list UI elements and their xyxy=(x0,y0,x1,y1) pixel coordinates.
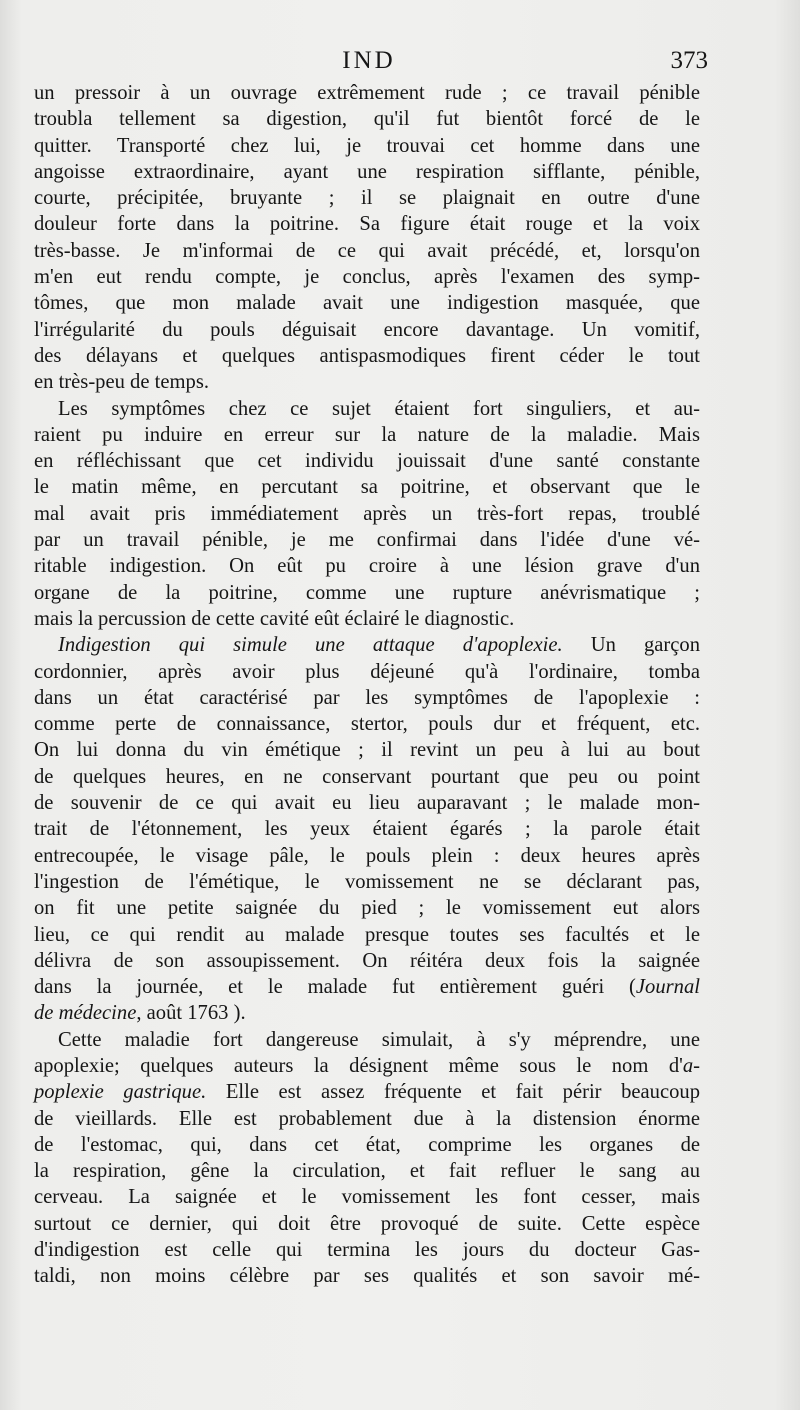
line-text: l'ingestion de l'émétique, le vomissement ne se déclarant pas, xyxy=(34,870,700,893)
text-line xyxy=(34,1106,700,1132)
line-text: angoisse extraordinaire, ayant une respiration sifflante, pénible, xyxy=(34,160,700,183)
line-text: organe de la poitrine, comme une rupture anévrismatique ; xyxy=(34,581,700,604)
line-text: comme perte de connaissance, stertor, pouls dur et fréquent, etc. xyxy=(34,713,700,736)
text-line xyxy=(34,790,700,816)
italic-text: poplexie gastrique. xyxy=(34,1081,207,1104)
text-line xyxy=(34,922,700,948)
line-text: mais la percussion de cette cavité eût éclairé le diagnostic. xyxy=(34,607,515,630)
line-text: des délayans et quelques antispasmodiques firent céder le tout xyxy=(34,344,700,367)
line-text: dans la journée, et le malade fut entièrement guéri ( xyxy=(34,976,636,999)
line-text: la respiration, gêne la circulation, et fait refluer le sang au xyxy=(34,1160,700,1183)
line-text: trait de l'étonnement, les yeux étaient égarés ; la parole était xyxy=(34,818,700,841)
text-line xyxy=(34,711,700,737)
text-line xyxy=(34,580,700,606)
text-line xyxy=(34,1132,700,1158)
text-line xyxy=(34,553,700,579)
text-line xyxy=(34,422,700,448)
line-text: On lui donna du vin émétique ; il revint un peu à lui au bout xyxy=(34,739,700,762)
line-text: troubla tellement sa digestion, qu'il fut bientôt forcé de le xyxy=(34,108,700,131)
line-text: Cette maladie fort dangereuse simulait, à s'y méprendre, une xyxy=(58,1028,700,1051)
text-line xyxy=(34,159,700,185)
italic-text: a- xyxy=(682,1054,700,1077)
line-text: en très-peu de temps. xyxy=(34,371,209,394)
line-text: un pressoir à un ouvrage extrêmement rude ; ce travail pénible xyxy=(34,82,700,104)
line-text: dans un état caractérisé par les symptômes de l'apoplexie : xyxy=(34,686,700,709)
line-text: de quelques heures, en ne conservant pourtant que peu ou point xyxy=(34,765,700,788)
text-line xyxy=(34,1158,700,1184)
line-text: lieu, ce qui rendit au malade presque toutes ses facultés et le xyxy=(34,923,700,946)
text-line xyxy=(34,1237,700,1263)
text-line xyxy=(34,685,700,711)
line-text: ritable indigestion. On eût pu croire à une lésion grave d'un xyxy=(34,555,700,578)
line-text: de vieillards. Elle est probablement due à la distension énorme xyxy=(34,1107,700,1130)
line-text: quitter. Transporté chez lui, je trouvai cet homme dans une xyxy=(34,134,700,157)
line-text: on fit une petite saignée du pied ; le vomissement eut alors xyxy=(34,897,700,920)
line-text: Elle est assez fréquente et fait périr beaucoup xyxy=(206,1081,700,1104)
text-line xyxy=(34,185,700,211)
text-line xyxy=(34,895,700,921)
text-line xyxy=(34,1079,700,1105)
text-line xyxy=(34,106,700,132)
text-line xyxy=(34,1053,700,1079)
text-line xyxy=(34,764,700,790)
line-text: par un travail pénible, je me confirmai dans l'idée d'une vé- xyxy=(34,529,700,552)
line-text: apoplexie; quelques auteurs la désignent même sous le nom d' xyxy=(34,1054,683,1077)
line-text: , août 1763 ). xyxy=(136,1002,246,1025)
text-line xyxy=(34,843,700,869)
text-line xyxy=(34,264,700,290)
text-line xyxy=(34,527,700,553)
line-text: d'indigestion est celle qui termina les jours du docteur Gas- xyxy=(34,1239,700,1262)
text-line xyxy=(34,396,700,422)
text-line xyxy=(34,1027,700,1053)
text-line xyxy=(34,474,700,500)
text-line xyxy=(34,133,700,159)
line-text: mal avait pris immédiatement après un très-fort repas, troublé xyxy=(34,502,700,525)
text-line xyxy=(34,974,700,1000)
line-text: surtout ce dernier, qui doit être provoqué de suite. Cette espèce xyxy=(34,1212,700,1235)
text-line xyxy=(34,1263,700,1289)
italic-text: Journal xyxy=(635,976,700,999)
line-text: de l'estomac, qui, dans cet état, comprime les organes de xyxy=(34,1133,700,1156)
line-text: délivra de son assoupissement. On réitéra deux fois la saignée xyxy=(34,949,700,972)
line-text: en réfléchissant que cet individu jouissait d'une santé constante xyxy=(34,450,700,473)
line-text: cordonnier, après avoir plus déjeuné qu'à l'ordinaire, tomba xyxy=(34,660,700,683)
line-text: Les symptômes chez ce sujet étaient fort singuliers, et au- xyxy=(58,397,700,420)
line-text: raient pu induire en erreur sur la nature de la maladie. Mais xyxy=(34,423,700,446)
line-text: le matin même, en percutant sa poitrine, et observant que le xyxy=(34,476,700,499)
text-line xyxy=(34,80,700,106)
text-line xyxy=(34,632,700,658)
text-line xyxy=(34,816,700,842)
line-text: douleur forte dans la poitrine. Sa figure était rouge et la voix xyxy=(34,213,700,236)
italic-text: Indigestion qui simule une attaque d'apoplexie. xyxy=(58,634,563,657)
line-text: l'irrégularité du pouls déguisait encore davantage. Un vomitif, xyxy=(34,318,700,341)
text-line xyxy=(34,501,700,527)
line-text: très-basse. Je m'informai de ce qui avait précédé, et, lorsqu'on xyxy=(34,239,700,262)
line-text: Un garçon xyxy=(562,634,700,657)
text-line xyxy=(34,343,700,369)
text-line xyxy=(34,448,700,474)
line-text: tômes, que mon malade avait une indigestion masquée, que xyxy=(34,292,700,315)
text-line xyxy=(34,1211,700,1237)
line-text: cerveau. La saignée et le vomissement les font cesser, mais xyxy=(34,1186,700,1209)
text-line xyxy=(34,1184,700,1210)
line-text: entrecoupée, le visage pâle, le pouls plein : deux heures après xyxy=(34,844,700,867)
running-head xyxy=(34,47,708,79)
text-line xyxy=(34,948,700,974)
running-head-title: IND xyxy=(342,47,396,74)
text-line xyxy=(34,369,700,395)
line-text: taldi, non moins célèbre par ses qualités et son savoir mé- xyxy=(34,1265,700,1288)
line-text: courte, précipitée, bruyante ; il se plaignait en outre d'une xyxy=(34,187,700,210)
text-line xyxy=(34,1000,700,1026)
text-line xyxy=(34,869,700,895)
line-text: m'en eut rendu compte, je conclus, après l'examen des symp- xyxy=(34,266,700,289)
text-line xyxy=(34,238,700,264)
text-line xyxy=(34,659,700,685)
text-line xyxy=(34,290,700,316)
text-line xyxy=(34,211,700,237)
text-line xyxy=(34,606,700,632)
line-text: de souvenir de ce qui avait eu lieu auparavant ; le malade mon- xyxy=(34,792,700,815)
italic-text: de médecine xyxy=(34,1002,137,1025)
text-line xyxy=(34,317,700,343)
body-text xyxy=(34,80,700,1290)
text-line xyxy=(34,737,700,763)
page-number: 373 xyxy=(670,47,708,74)
